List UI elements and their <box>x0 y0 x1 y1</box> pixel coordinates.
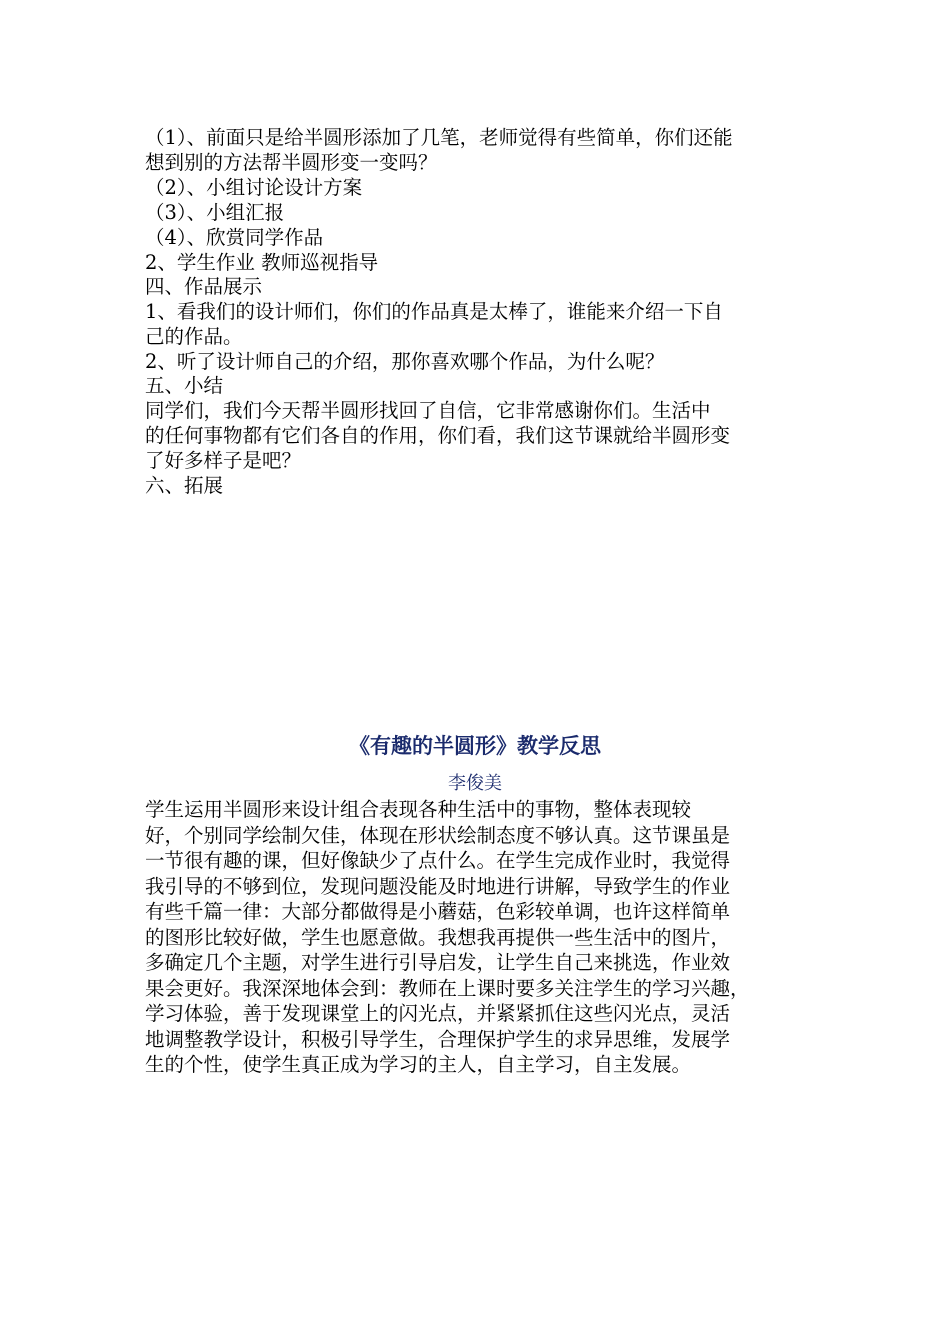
lesson-heading-4: 四、作品展示 <box>145 275 263 298</box>
reflection-line: 生的个性，使学生真正成为学习的主人，自主学习，自主发展。 <box>145 1053 692 1076</box>
lesson-line-8: 1、看我们的设计师们，你们的作品真是太棒了，谁能来介绍一下自 <box>145 300 723 323</box>
reflection-line: 的图形比较好做，学生也愿意做。我想我再提供一些生活中的图片， <box>145 925 731 949</box>
lesson-line-14: 了好多样子是吧？ <box>145 449 302 472</box>
reflection-line: 地调整教学设计，积极引导学生，合理保护学生的求异思维，发展学 <box>145 1027 731 1051</box>
lesson-line-1: （1）、前面只是给半圆形添加了几笔，老师觉得有些简单，你们还能 <box>145 126 733 149</box>
lesson-line-3: （2）、小组讨论设计方案 <box>145 176 363 199</box>
reflection-line: 我引导的不够到位，发现问题没能及时地进行讲解，导致学生的作业 <box>145 874 731 898</box>
lesson-line-10: 2、听了设计师自己的介绍，那你喜欢哪个作品，为什么呢？ <box>145 350 665 373</box>
reflection-body <box>145 797 810 1078</box>
lesson-line-6: 2、学生作业 教师巡视指导 <box>145 251 379 274</box>
lesson-line-12: 同学们，我们今天帮半圆形找回了自信，它非常感谢你们。生活中 <box>145 399 711 422</box>
reflection-line: 果会更好。我深深地体会到：教师在上课时要多关注学生的学习兴趣， <box>145 976 750 1000</box>
reflection-line: 一节很有趣的课，但好像缺少了点什么。在学生完成作业时，我觉得 <box>145 849 731 872</box>
lesson-line-13: 的任何事物都有它们各自的作用，你们看，我们这节课就给半圆形变 <box>145 424 731 447</box>
reflection-line: 好，个别同学绘制欠佳，体现在形状绘制态度不够认真。这节课虽是 <box>145 823 731 847</box>
reflection-line: 有些千篇一律：大部分都做得是小蘑菇，色彩较单调，也许这样简单 <box>145 900 731 923</box>
lesson-line-4: （3）、小组汇报 <box>145 201 285 224</box>
reflection-line: 多确定几个主题，对学生进行引导启发，让学生自己来挑选，作业效 <box>145 951 731 974</box>
lesson-heading-6: 六、拓展 <box>145 474 224 497</box>
lesson-heading-5: 五、小结 <box>145 374 224 397</box>
lesson-line-2: 想到别的方法帮半圆形变一变吗？ <box>145 151 438 174</box>
lesson-line-9: 己的作品。 <box>145 325 243 348</box>
reflection-line: 学习体验，善于发现课堂上的闪光点，并紧紧抓住这些闪光点，灵活 <box>145 1002 731 1025</box>
reflection-title: 《有趣的半圆形》教学反思 <box>349 734 601 758</box>
reflection-author: 李俊美 <box>448 773 502 794</box>
reflection-line: 学生运用半圆形来设计组合表现各种生活中的事物，整体表现较 <box>145 798 692 821</box>
lesson-line-5: （4）、欣赏同学作品 <box>145 226 324 249</box>
